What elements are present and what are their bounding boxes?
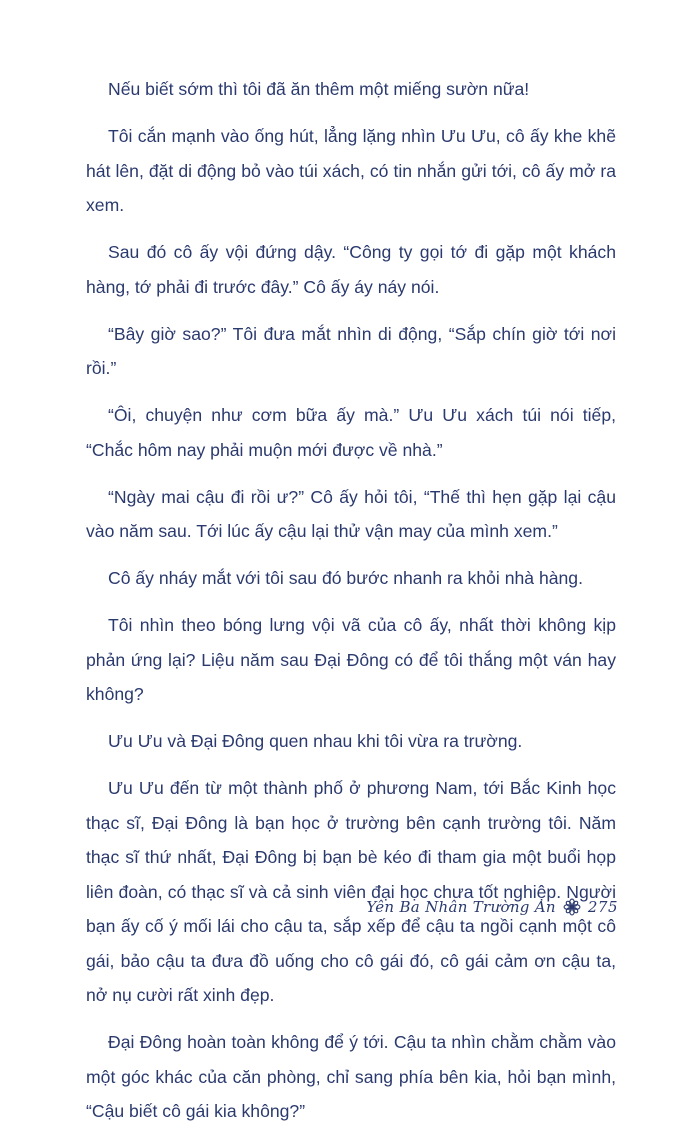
running-title: Yên Ba Nhân Trường An [366,898,556,916]
paragraph: Sau đó cô ấy vội đứng dậy. “Công ty gọi tớ đi gặp một khách hàng, tớ phải đi trước đây.” Cô ấy áy náy nói. [86,242,616,297]
body-text [86,72,616,1141]
paragraph: Tôi cắn mạnh vào ống hút, lẳng lặng nhìn Ưu Ưu, cô ấy khe khẽ hát lên, đặt di động bỏ vào túi xách, có tin nhắn gửi tới, cô ấy mở ra xem. [86,126,616,215]
paragraph: Đại Đông hoàn toàn không để ý tới. Cậu ta nhìn chằm chằm vào một góc khác của căn phòng, chỉ sang phía bên kia, hỏi bạn mình, “Cậu biết cô gái kia không?” [86,1032,616,1121]
paragraph: Ưu Ưu và Đại Đông quen nhau khi tôi vừa ra trường. [108,731,523,751]
flower-icon [563,898,581,916]
paragraph: Nếu biết sớm thì tôi đã ăn thêm một miếng sườn nữa! [108,79,530,99]
paragraph: Ưu Ưu đến từ một thành phố ở phương Nam, tới Bắc Kinh học thạc sĩ, Đại Đông là bạn học ở trường bên cạnh trường tôi. Năm thạc sĩ thứ nhất, Đại Đông bị bạn bè kéo đi tham gia một buổi họp liên đoàn, có thạc sĩ và cả sinh viên đại học chưa tốt nghiệp. Người bạn ấy cố ý mối lái cho cậu ta, sắp xếp để cậu ta ngồi cạnh một cô gái, bảo cậu ta đưa đồ uống cho cô gái đó, cô gái cảm ơn cậu ta, nở nụ cười rất xinh đẹp. [86,778,616,1005]
page-number: 275 [587,898,618,916]
paragraph: Tôi nhìn theo bóng lưng vội vã của cô ấy, nhất thời không kịp phản ứng lại? Liệu năm sau Đại Đông có để tôi thắng một ván hay không? [86,615,616,704]
paragraph: “Ôi, chuyện như cơm bữa ấy mà.” Ưu Ưu xách túi nói tiếp, “Chắc hôm nay phải muộn mới được về nhà.” [86,405,616,460]
paragraph: Cô ấy nháy mắt với tôi sau đó bước nhanh ra khỏi nhà hàng. [108,568,583,588]
page-footer [366,895,618,919]
paragraph: “Bây giờ sao?” Tôi đưa mắt nhìn di động, “Sắp chín giờ tới nơi rồi.” [86,323,616,378]
paragraph: “Ngày mai cậu đi rồi ư?” Cô ấy hỏi tôi, “Thế thì hẹn gặp lại cậu vào năm sau. Tới lúc ấy cậu lại thử vận may của mình xem.” [86,486,616,541]
